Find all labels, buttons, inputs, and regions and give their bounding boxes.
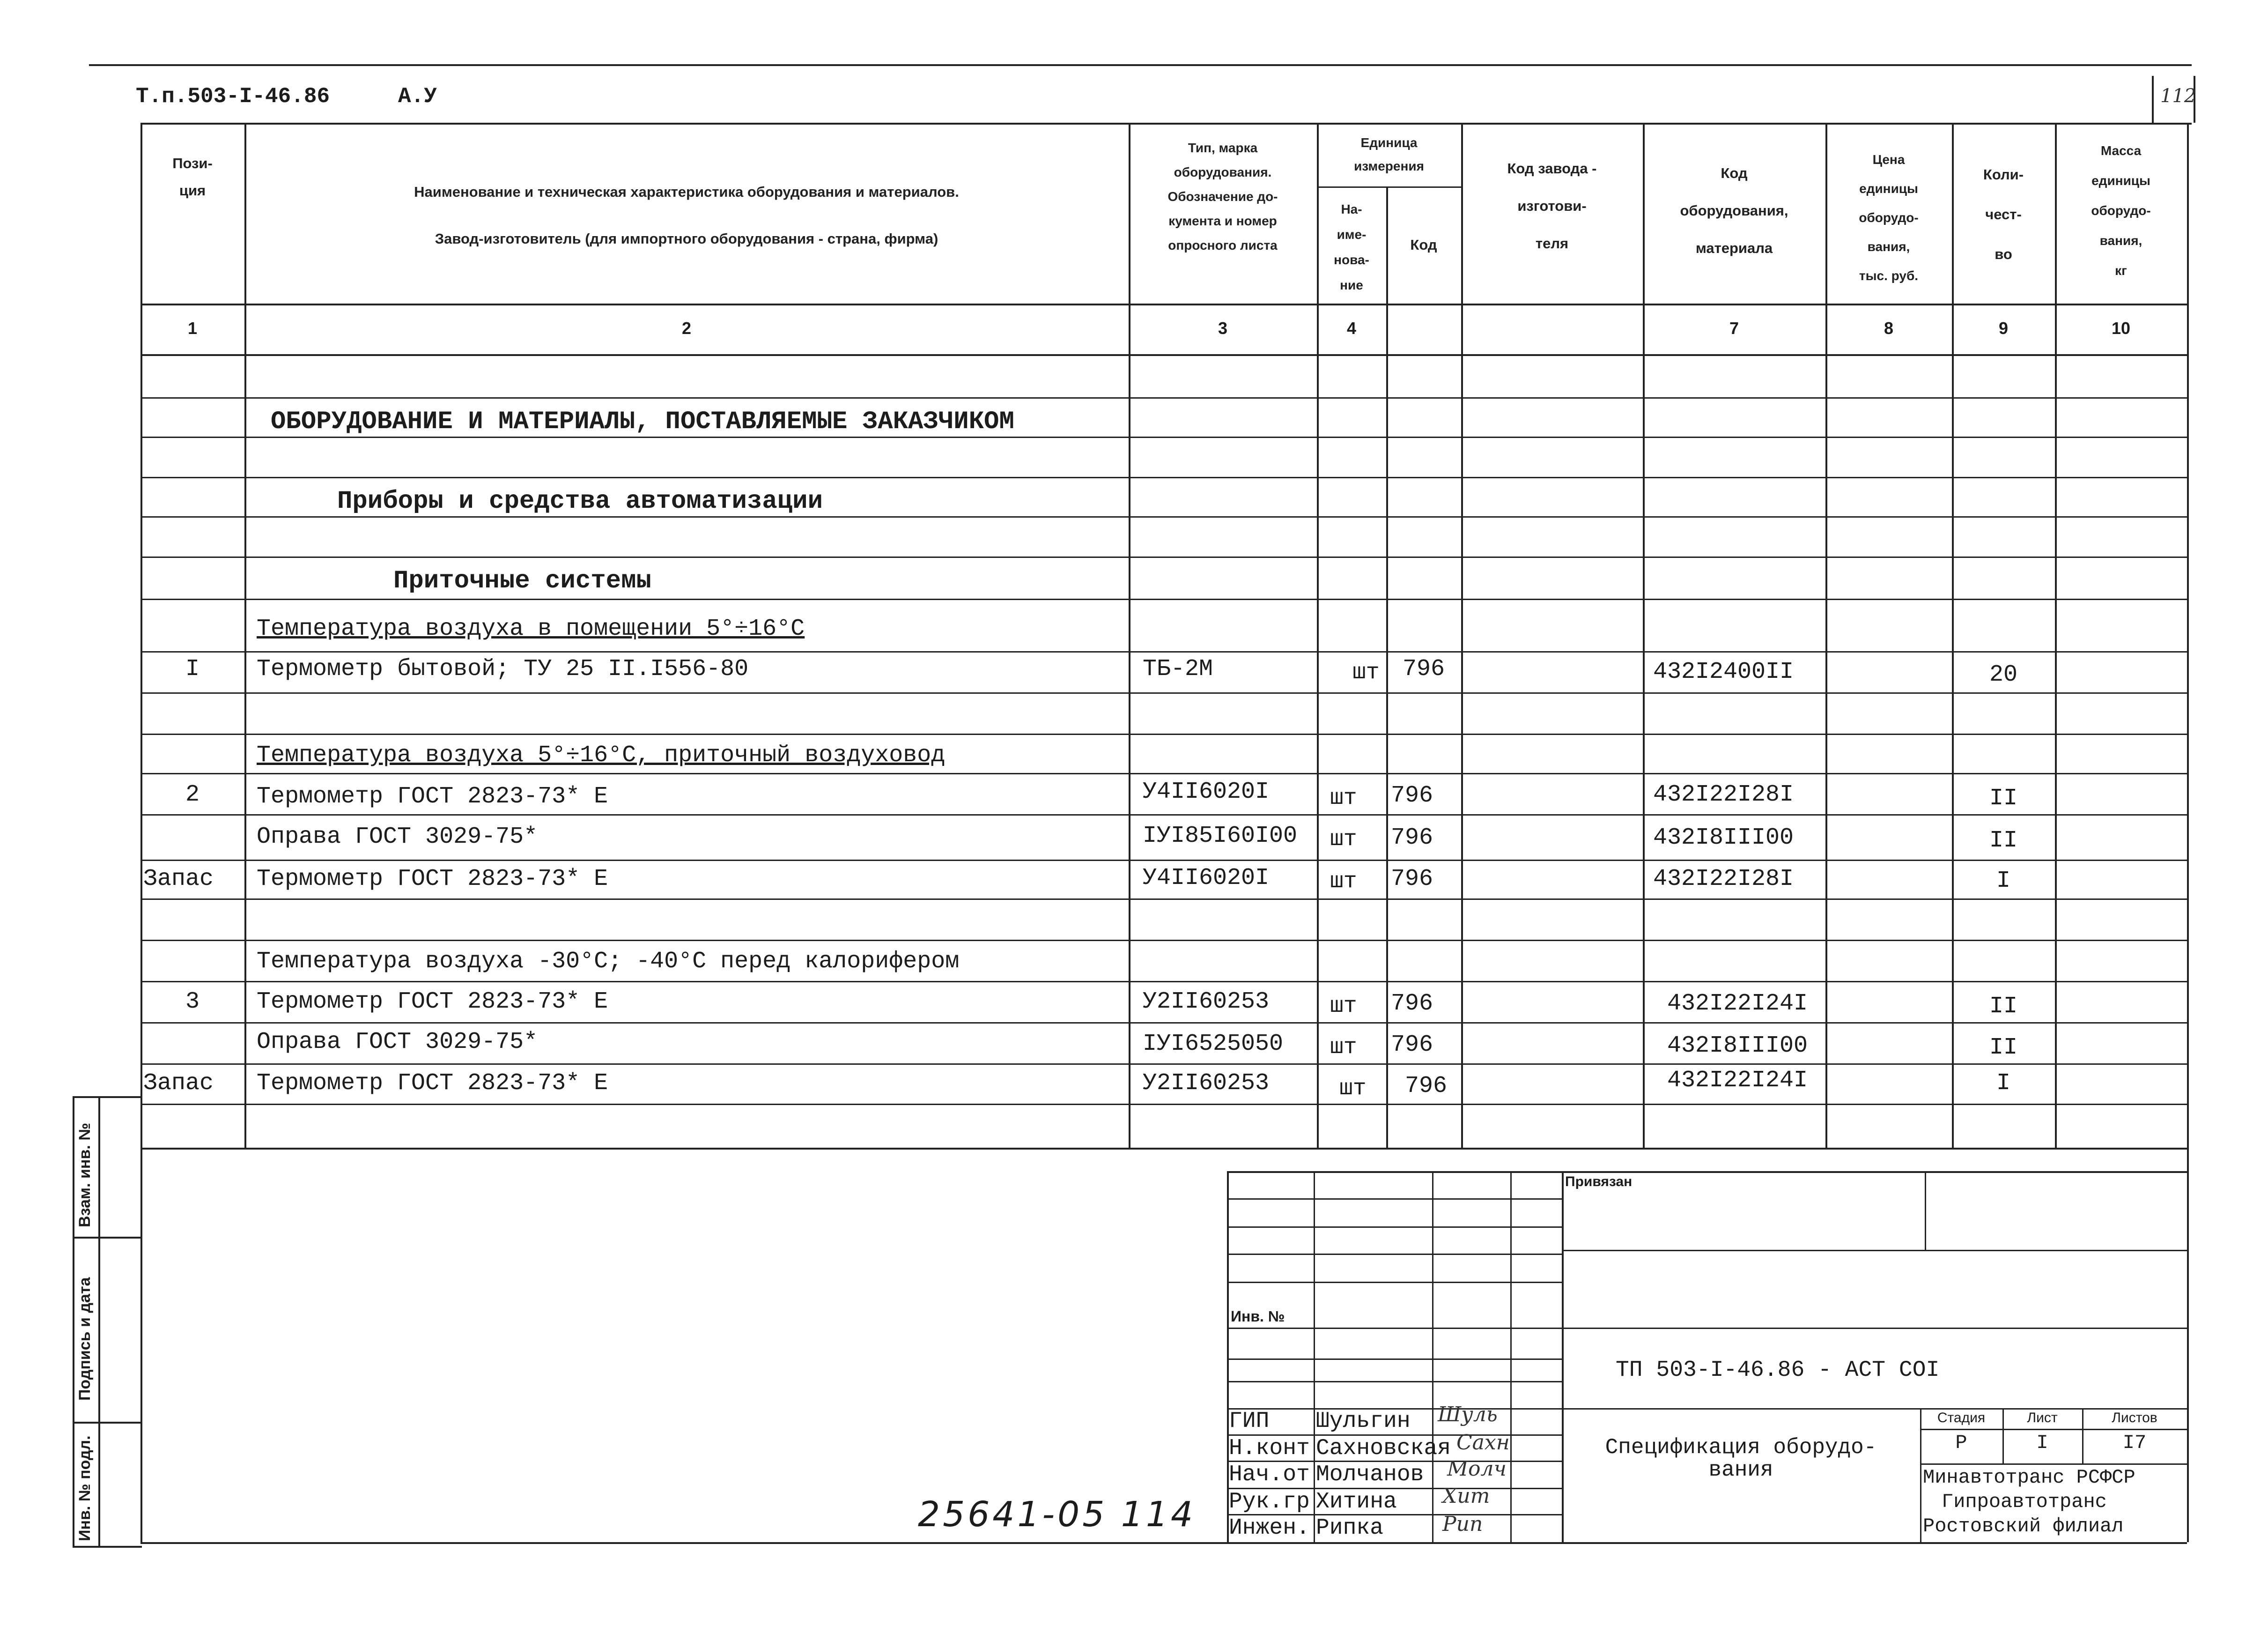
side-label-replaced-inv: Взам. инв. № [76, 1122, 94, 1227]
side-label-signature-date: Подпись и дата [76, 1277, 94, 1401]
role-engineer: Инжен. [1229, 1515, 1310, 1541]
org-line3: Ростовский филиал [1923, 1515, 2124, 1537]
name-dept-head: Молчанов [1316, 1462, 1424, 1487]
header-mass-1: Масса [2100, 143, 2142, 158]
row-name: Оправа ГОСТ 3029-75* [257, 824, 538, 850]
colnum-4: 4 [1346, 319, 1357, 338]
row-type: У2II60253 [1143, 1070, 1270, 1097]
row-equip-code: 432I2400II [1653, 659, 1794, 685]
row-caption: Температура воздуха -30°С; -40°С перед калорифером [257, 948, 960, 975]
header-type-2: оборудования. [1174, 165, 1272, 179]
header-price-3: оборудо- [1859, 210, 1919, 225]
sheet-label: Лист [2027, 1410, 2058, 1425]
header-type-1: Тип, марка [1188, 141, 1258, 155]
header-price-2: единицы [1859, 181, 1918, 196]
sheets-value: I7 [2122, 1432, 2147, 1454]
header-unit-name-4: ние [1340, 278, 1363, 292]
row-qty: I [1996, 1070, 2010, 1097]
signature-engineer: Рип [1442, 1512, 1483, 1536]
sheet-stamp-box [2152, 76, 2195, 123]
document-title-line2: вания [1708, 1458, 1773, 1482]
row-equip-code: 432I22I24I [1667, 1067, 1808, 1094]
header-equip-code-2: оборудования, [1680, 202, 1788, 219]
row-caption: Температура воздуха 5°÷16°С, приточный воздуховод [257, 742, 946, 769]
header-name-line1: Наименование и техническая характеристика оборудования и материалов. [414, 184, 959, 200]
document-title-line1: Спецификация оборудо- [1605, 1435, 1877, 1460]
signature-norm-control: Сахн [1456, 1431, 1510, 1455]
row-name: Термометр ГОСТ 2823-73* Е [257, 988, 608, 1015]
header-type-5: опросного листа [1168, 238, 1278, 252]
row-unit: шт [1352, 660, 1380, 685]
row-name: Термометр ГОСТ 2823-73* Е [257, 866, 608, 892]
row-type: У2II60253 [1143, 988, 1270, 1015]
row-unit-code: 796 [1391, 990, 1433, 1017]
row-unit: шт [1330, 827, 1357, 852]
colnum-7: 7 [1729, 319, 1739, 338]
row-type: ТБ-2М [1143, 656, 1213, 683]
org-line2: Гипроавтотранс [1942, 1491, 2107, 1513]
header-unit-code: Код [1410, 237, 1437, 253]
header-equip-code-3: материала [1695, 240, 1773, 256]
row-qty: II [1989, 827, 2017, 854]
row-qty: II [1989, 993, 2017, 1020]
colnum-1: 1 [187, 319, 198, 338]
row-position: Запас [143, 1070, 214, 1097]
row-qty: II [1989, 1034, 2017, 1061]
header-unit-name-2: име- [1337, 227, 1367, 242]
row-unit: шт [1330, 869, 1357, 894]
row-qty: I [1996, 868, 2010, 894]
section-title-automation: Приборы и средства автоматизации [337, 487, 823, 516]
header-equip-code-1: Код [1721, 165, 1748, 181]
colnum-3: 3 [1218, 319, 1228, 338]
row-unit: шт [1339, 1076, 1367, 1101]
row-equip-code: 432I8III00 [1667, 1032, 1808, 1059]
document-designation: ТП 503-I-46.86 - АСТ СОI [1616, 1358, 1940, 1383]
row-equip-code: 432I22I28I [1653, 781, 1794, 808]
header-price-5: тыс. руб. [1859, 268, 1919, 283]
header-unit-group-2: измерения [1354, 159, 1424, 173]
sheet-value: I [2036, 1432, 2048, 1454]
row-qty: 20 [1989, 661, 2017, 688]
row-equip-code: 432I8III00 [1653, 824, 1794, 851]
header-maker-code-2: изготови- [1517, 198, 1587, 214]
colnum-8: 8 [1884, 319, 1894, 338]
row-unit-code: 796 [1391, 1032, 1433, 1058]
header-mass-3: оборудо- [2091, 203, 2151, 218]
section-title-supply-systems: Приточные системы [393, 567, 651, 595]
handwritten-archive-number: 25641-05 114 [918, 1494, 1196, 1535]
row-position: I [185, 656, 199, 683]
header-mass-5: кг [2115, 263, 2127, 278]
header-unit-name-1: На- [1341, 202, 1362, 216]
header-mass-4: вания, [2099, 233, 2142, 248]
row-name: Термометр ГОСТ 2823-73* Е [257, 783, 608, 810]
row-type: У4II6020I [1143, 865, 1270, 891]
row-type: IУI6525050 [1143, 1031, 1284, 1057]
row-equip-code: 432I22I28I [1653, 866, 1794, 892]
inv-number-label: Инв. № [1231, 1308, 1285, 1325]
header-qty-1: Коли- [1983, 166, 2024, 183]
row-name: Термометр ГОСТ 2823-73* Е [257, 1070, 608, 1097]
row-unit-code: 796 [1391, 782, 1433, 809]
row-type: IУI85I60I00 [1143, 823, 1298, 849]
name-group-lead: Хитина [1316, 1489, 1397, 1514]
colnum-2: 2 [681, 319, 692, 338]
row-name: Термометр бытовой; ТУ 25 II.I556-80 [257, 656, 749, 683]
org-line1: Минавтотранс РСФСР [1923, 1466, 2135, 1489]
header-price-1: Цена [1872, 152, 1905, 167]
role-gip: ГИП [1229, 1409, 1270, 1434]
row-unit: шт [1330, 786, 1357, 811]
name-gip: Шульгин [1316, 1409, 1411, 1434]
row-unit-code: 796 [1405, 1073, 1448, 1099]
header-mass-2: единицы [2091, 173, 2150, 188]
header-position-2: ция [179, 182, 206, 199]
sheet-stamp: 112 [2160, 85, 2196, 107]
row-name: Оправа ГОСТ 3029-75* [257, 1029, 538, 1055]
signature-group-lead: Хит [1442, 1484, 1490, 1508]
row-position: 3 [185, 988, 199, 1015]
header-maker-code-3: теля [1535, 235, 1569, 252]
header-unit-group-1: Единица [1360, 135, 1418, 150]
document-code: Т.п.503-I-46.86 [136, 84, 330, 109]
colnum-10: 10 [2111, 319, 2131, 338]
signature-dept-head: Молч [1447, 1457, 1507, 1481]
section-title-customer-supplied: ОБОРУДОВАНИЕ И МАТЕРИАЛЫ, ПОСТАВЛЯЕМЫЕ ЗАКАЗЧИКОМ [271, 408, 1014, 436]
name-norm-control: Сахновская [1316, 1436, 1451, 1461]
stage-label: Стадия [1937, 1410, 1986, 1425]
sheets-label: Листов [2112, 1410, 2157, 1425]
header-type-3: Обозначение до- [1167, 189, 1278, 204]
row-qty: II [1989, 785, 2017, 812]
role-group-lead: Рук.гр [1229, 1489, 1310, 1514]
colnum-9: 9 [1998, 319, 2009, 338]
privyazan-label: Привязан [1565, 1174, 1633, 1189]
row-equip-code: 432I22I24I [1667, 990, 1808, 1017]
header-qty-3: во [1995, 246, 2012, 262]
name-engineer: Рипка [1316, 1515, 1384, 1541]
row-position: Запас [143, 866, 214, 892]
header-position-1: Пози- [172, 155, 213, 171]
role-dept-head: Нач.от [1229, 1462, 1310, 1487]
header-type-4: кумента и номер [1168, 214, 1277, 228]
role-norm-control: Н.конт [1229, 1436, 1310, 1461]
side-label-inv-original: Инв. № подл. [76, 1435, 94, 1541]
signature-gip: Шуль [1438, 1403, 1498, 1426]
row-unit: шт [1330, 1035, 1357, 1060]
header-unit-name-3: нова- [1334, 252, 1369, 267]
header-price-4: вания, [1867, 239, 1910, 254]
row-unit-code: 796 [1403, 656, 1445, 683]
header-maker-code-1: Код завода - [1507, 160, 1597, 177]
album-code: А.У [398, 84, 437, 109]
row-unit: шт [1330, 994, 1357, 1019]
row-position: 2 [185, 781, 199, 808]
stage-value: Р [1955, 1432, 1967, 1454]
row-unit-code: 796 [1391, 866, 1433, 892]
row-caption: Температура воздуха в помещении 5°÷16°С [257, 616, 805, 642]
header-qty-2: чест- [1985, 206, 2022, 223]
row-unit-code: 796 [1391, 824, 1433, 851]
header-name-line2: Завод-изготовитель (для импортного оборудования - страна, фирма) [435, 230, 938, 247]
row-type: У4II6020I [1143, 779, 1270, 805]
